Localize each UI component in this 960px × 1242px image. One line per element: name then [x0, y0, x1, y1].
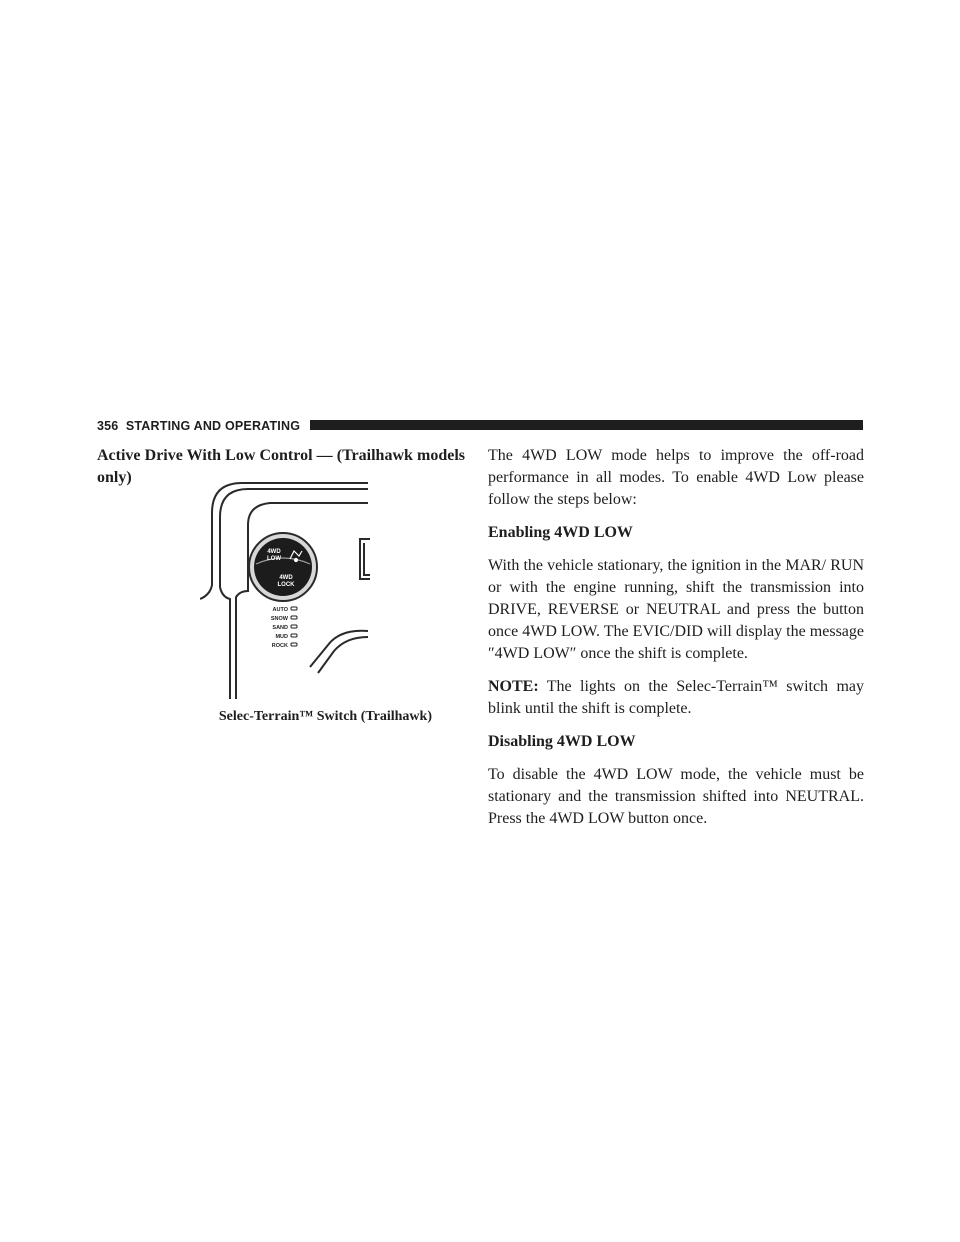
intro-paragraph: The 4WD LOW mode helps to improve the off-road performance in all modes. To enable 4WD Low please follow the steps below:: [488, 447, 864, 508]
note-text: The lights on the Selec-Terrain™ switch may blink until the shift is complete.: [488, 678, 864, 717]
note-label: NOTE:: [488, 678, 539, 695]
mode-indicator-sand: [291, 625, 297, 628]
disabling-heading: Disabling 4WD LOW: [488, 733, 636, 750]
button-label-4wd-low-line2: LOW: [267, 556, 281, 562]
header-rule: [310, 420, 863, 430]
mode-indicator-mud: [291, 634, 297, 637]
mode-label-sand: SAND: [272, 625, 288, 631]
selec-terrain-switch-illustration: [200, 481, 370, 701]
note-paragraph: [488, 676, 864, 720]
mode-indicator-auto: [291, 607, 297, 610]
mode-indicator-snow: [291, 616, 297, 619]
right-column: [488, 445, 864, 841]
mode-label-mud: MUD: [275, 634, 288, 640]
mode-indicator-rock: [291, 643, 297, 646]
mode-label-auto: AUTO: [272, 607, 288, 613]
figure-caption: Selec-Terrain™ Switch (Trailhawk): [218, 709, 432, 724]
enabling-paragraph: With the vehicle stationary, the ignition in the MAR/ RUN or with the engine running, shift the transmission into DRIVE, REVERSE or NEUTRAL and press the button once 4WD LOW. The EVIC/DID will display the message ″4WD LOW″ once the shift is complete.: [488, 557, 864, 662]
page-number-and-section: 356 STARTING AND OPERATING: [97, 419, 301, 433]
button-label-4wd-low-line1: 4WD: [267, 549, 281, 555]
page-header: [97, 418, 863, 434]
button-label-4wd-lock-line1: 4WD: [279, 575, 293, 581]
mode-label-snow: SNOW: [270, 616, 288, 622]
enabling-heading: Enabling 4WD LOW: [488, 524, 633, 541]
mode-label-rock: ROCK: [271, 643, 288, 649]
section-heading: Active Drive With Low Control — (Trailhawk models only): [97, 447, 465, 486]
disabling-paragraph: To disable the 4WD LOW mode, the vehicle must be stationary and the transmission shifted into NEUTRAL. Press the 4WD LOW button once.: [488, 766, 864, 827]
button-label-4wd-lock-line2: LOCK: [277, 582, 295, 588]
selec-terrain-switch-figure: [200, 481, 370, 701]
